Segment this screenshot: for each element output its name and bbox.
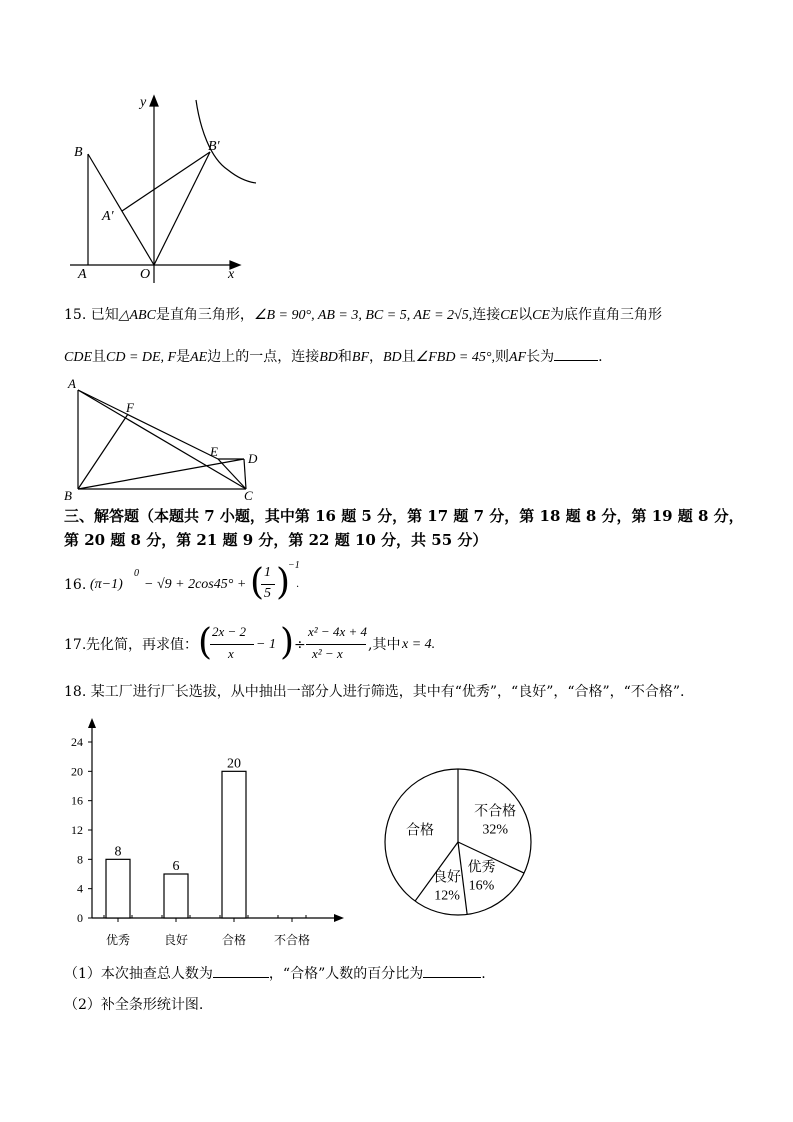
label-b: B [64,488,72,503]
q18-line [64,682,684,702]
q16 [64,562,324,608]
q15-ce: CE [532,308,550,323]
bar-y-tick-label: 20 [71,764,83,779]
q15-bd: BD [319,350,338,365]
segment-ob-prime [154,152,210,265]
segment-a-prime-b-prime [122,152,210,211]
q15-text: 是直角三角形， [155,307,254,323]
q17-frac2-denominator: x² − x [312,646,343,661]
q15-text: 且 [401,349,416,365]
section-3-heading-line1: 三、解答题（本题共 7 小题，其中第 16 题 5 分，第 17 题 7 分，第 18 题 8 分，第 19 题 8 分， [64,507,744,525]
q15-ce: CE [500,308,519,323]
q15-text: 以 [518,307,533,323]
bar-data-label: 8 [114,844,122,860]
label-e: E [210,444,218,459]
q15-text: 边上的一点，连接 [207,349,320,365]
pie-slice-percent: 12% [434,888,460,904]
q15-ae: AE [190,350,208,365]
q16-left-paren: ( [250,562,265,603]
q17-right-paren: ) [280,622,295,663]
y-axis-arrow [150,96,158,106]
q18-sub1-end: . [481,966,486,982]
q15-text: 为底作直角三角形 [549,307,662,323]
hyperbola-curve [196,100,256,183]
q18-sub1-text: ，“合格”人数的百分比为 [268,966,424,982]
pie-slice-label: 不合格 [474,803,517,820]
q16-end: . [296,579,300,590]
q15-cde: CDE [64,350,92,365]
figure-15 [60,374,270,504]
bar-y-axis-arrow [88,718,96,728]
q18-text: 某工厂进行厂长选拔，从中抽出一部分人进行筛选，其中有“优秀”，“良好”，“合格”，“不合格”. [90,684,685,700]
bar-category-label: 合格 [221,933,247,947]
label-b-prime: B′ [208,139,220,154]
q17-left-paren: ( [198,622,213,663]
q15-af: AF [508,350,527,365]
q15-number: 15. [64,307,87,323]
q18-percent-blank[interactable] [423,963,481,978]
q16-frac-bar [261,584,275,585]
bar-y-tick-label: 4 [77,881,83,896]
q17-frac1-denominator: x [228,646,234,661]
pie-slice-label: 优秀 [467,859,496,876]
q17-text: 先化简，再求值： [86,637,198,653]
label-c: C [244,488,253,503]
label-x: x [228,267,235,282]
q17-number: 17. [64,637,87,653]
q16-frac-denominator: 5 [264,586,271,601]
pie-chart [378,766,538,926]
q15-answer-blank[interactable] [554,346,598,361]
q17-frac2-numerator: x² − 4x + 4 [308,624,367,639]
q16-number: 16. [64,577,87,593]
bar [106,859,130,918]
label-d: D [248,451,258,466]
q16-term-1: (π−1) [90,577,123,592]
bar-data-label: 20 [227,756,241,772]
q17-frac2-bar [306,644,366,645]
pie-slice-percent: 16% [468,878,495,894]
q15-line2 [64,346,603,368]
bar-x-axis-arrow [334,914,344,922]
q15-text: 是 [176,349,191,365]
q16-exponent-neg1: −1 [288,560,300,571]
q16-terms: − √9 + 2cos45° + [144,577,247,592]
q15-text: 连接 [472,307,501,323]
q15-line1 [64,305,662,326]
pie-slice-label: 良好 [433,869,462,886]
q15-angle: ∠FBD = 45°, [415,350,495,365]
label-a: A [68,376,76,391]
segment-bd [78,459,244,489]
bar-y-tick-label: 24 [71,735,83,749]
q15-bd: BD [383,350,402,365]
q18-sub2: （2）补全条形统计图. [64,997,204,1013]
label-y: y [140,95,147,110]
q18-number: 18. [64,684,87,700]
segment-dc [244,459,246,489]
bar-y-tick-label: 8 [77,852,83,867]
q15-text: ， [369,349,383,365]
q15-triangle: △ABC [118,308,156,323]
q15-text: 已知 [90,307,119,323]
q15-text: 和 [337,349,352,365]
q18-total-blank[interactable] [213,963,269,978]
q15-condition-2: CD = DE, F [106,350,177,365]
q15-end: . [598,349,603,365]
q17-condition: x = 4. [402,637,436,652]
q17-tail: ,其中 [368,637,401,653]
bar-y-tick-label: 0 [77,911,83,925]
q16-exponent-0: 0 [134,568,139,579]
bar-category-label: 优秀 [105,933,131,947]
segment-ae [78,390,218,459]
label-f: F [126,400,134,415]
bar-chart [60,712,360,952]
q17 [64,622,464,668]
q16-frac-numerator: 1 [264,565,271,580]
q18-sub1-text: （1）本次抽查总人数为 [64,966,213,982]
section-3-heading-line2: 第 20 题 8 分，第 21 题 9 分，第 22 题 10 分，共 55 分） [64,531,488,549]
bar-category-label: 不合格 [273,933,311,947]
q15-bf: BF [351,350,369,365]
q15-text: 则 [494,349,509,365]
q17-minus-one: − 1 [256,637,276,652]
bar [164,874,188,918]
q15-text: 长为 [526,349,555,365]
q17-frac1-numerator: 2x − 2 [212,624,247,639]
label-o: O [140,267,151,282]
bar-y-tick-label: 16 [71,793,83,808]
pie-slice-percent: 32% [482,822,508,838]
label-b: B [74,145,83,160]
bar-category-label: 良好 [163,933,189,947]
figure-14 [60,88,280,288]
bar [222,771,246,918]
segment-bf [78,414,128,489]
q18-sub1 [64,963,486,984]
pie-slice-label: 合格 [405,822,434,839]
q17-divide: ÷ [294,637,306,653]
q16-right-paren: ) [276,562,291,603]
bar-data-label: 6 [172,859,180,874]
q15-text: 且 [92,349,106,365]
q15-conditions: ∠B = 90°, AB = 3, BC = 5, AE = 2√5, [253,308,473,323]
segment-bo [88,154,154,265]
label-a-prime: A′ [102,209,114,224]
q17-frac1-bar [210,644,254,645]
label-a: A [78,267,87,282]
bar-y-tick-label: 12 [71,823,83,837]
